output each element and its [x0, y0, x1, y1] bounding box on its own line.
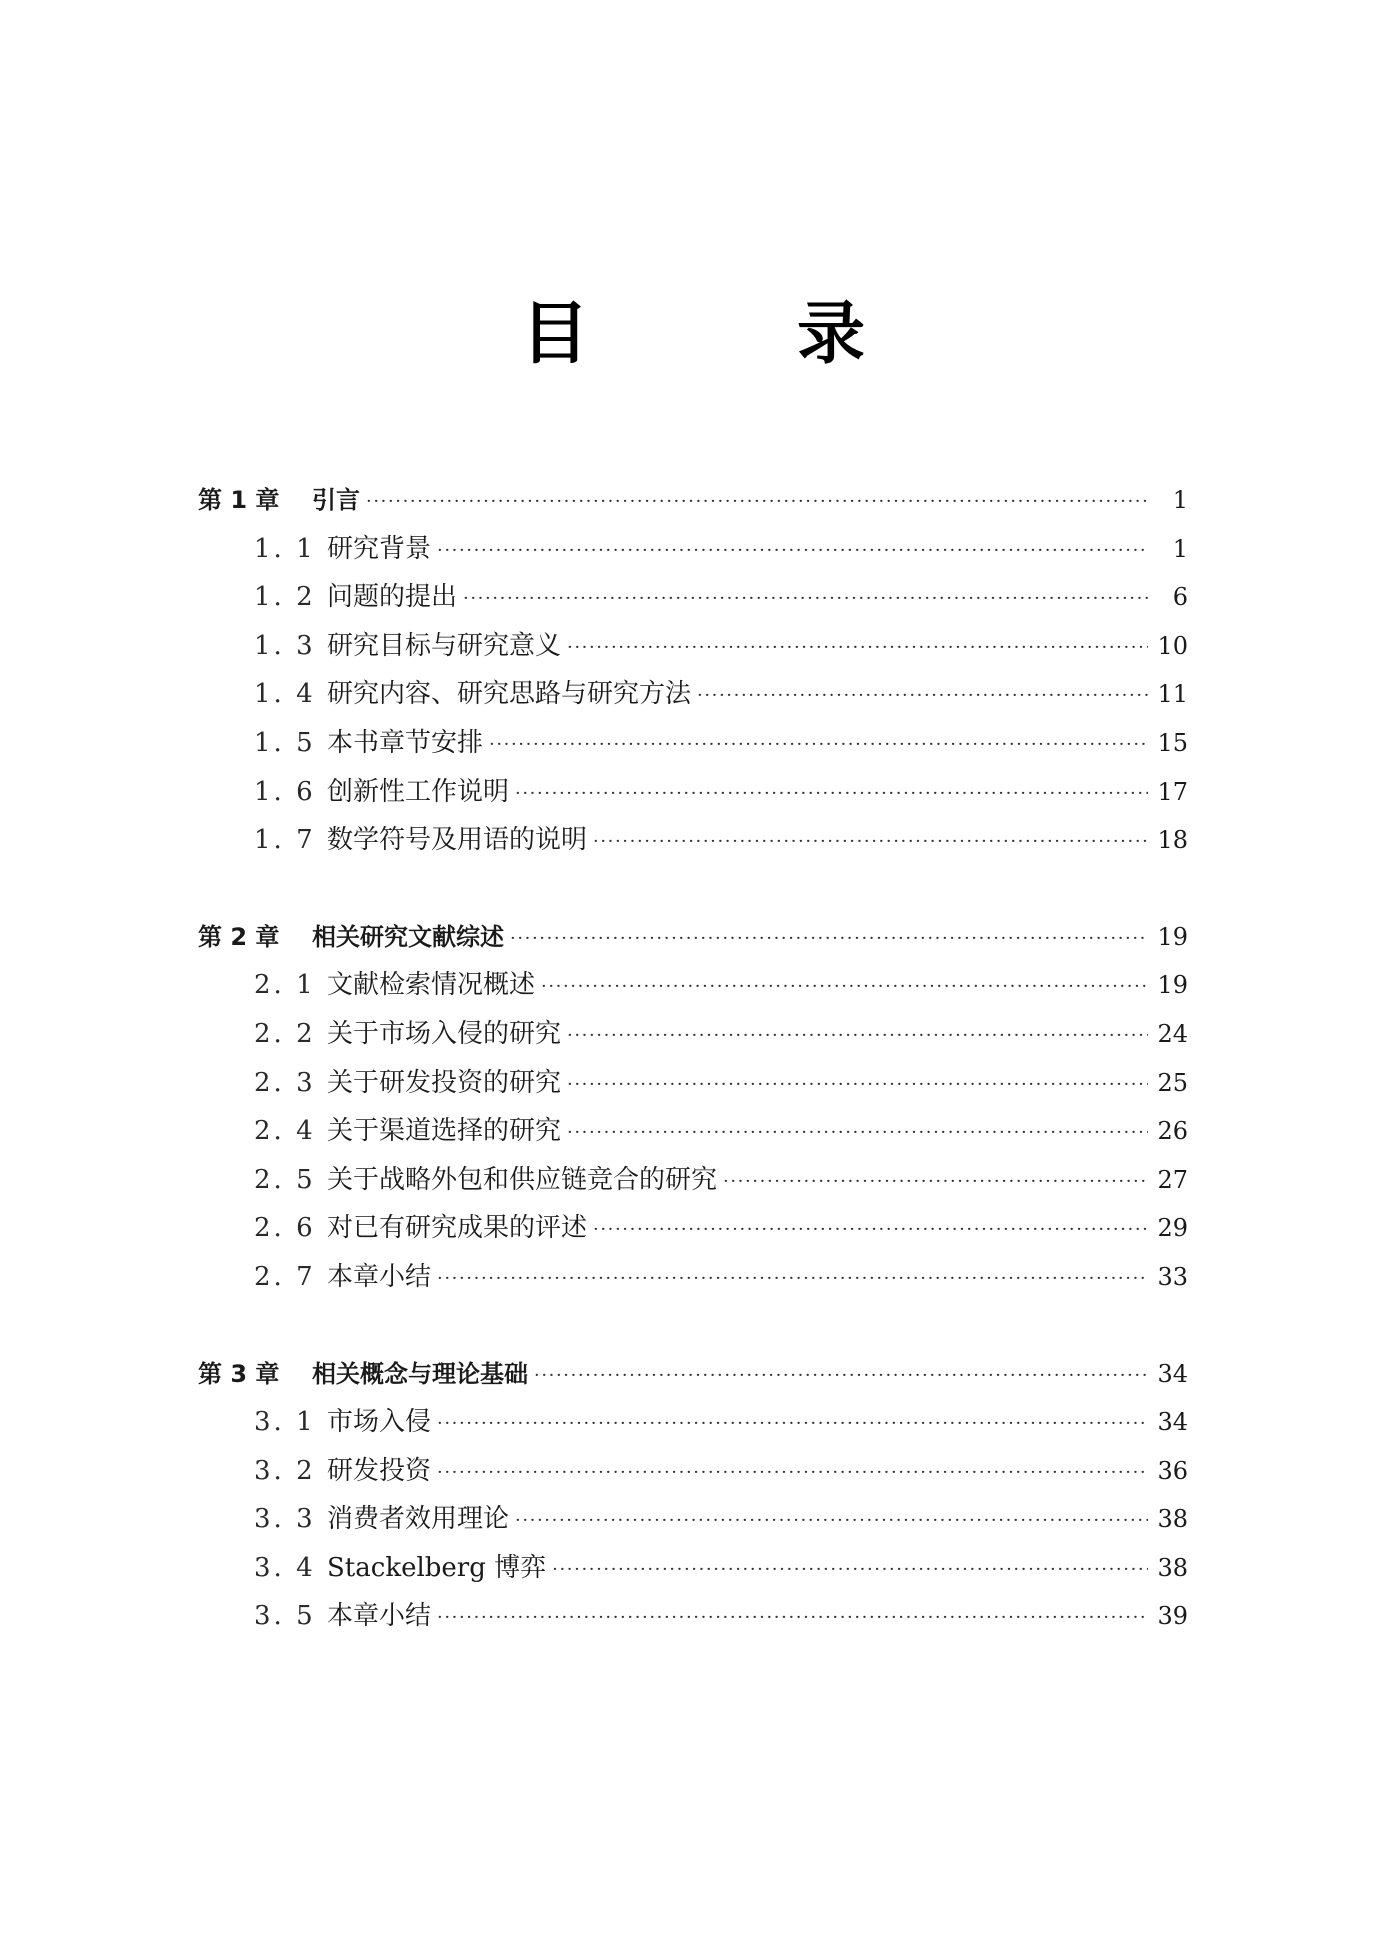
section-number: 2. 4: [254, 1116, 316, 1147]
chapter-title: 相关概念与理论基础: [312, 1359, 528, 1388]
toc-section[interactable]: [198, 1544, 1188, 1593]
section-number: 2. 7: [254, 1261, 316, 1292]
page-number: 34: [1157, 1408, 1188, 1437]
toc-section[interactable]: [198, 1156, 1188, 1205]
page-number: 27: [1157, 1165, 1188, 1194]
section-number: 3. 5: [254, 1601, 316, 1632]
page-number: 18: [1157, 826, 1188, 855]
section-title: 数学符号及用语的说明: [327, 825, 588, 856]
chapter-title: 相关研究文献综述: [312, 922, 504, 951]
page-number: 15: [1157, 728, 1188, 757]
page-number: 25: [1157, 1068, 1188, 1097]
toc-section[interactable]: [198, 719, 1188, 768]
section-number: 1. 4: [254, 679, 316, 710]
page-number: 6: [1172, 583, 1188, 612]
section-title: 研究内容、研究思路与研究方法: [327, 679, 692, 710]
toc-chapter-3[interactable]: [198, 1350, 1188, 1399]
dot-leader: [437, 1447, 1148, 1496]
section-number: 3. 3: [254, 1504, 316, 1535]
page-number: 33: [1157, 1262, 1188, 1291]
section-title: 本章小结: [327, 1601, 432, 1632]
page-number: 10: [1157, 631, 1188, 660]
section-title: 消费者效用理论: [327, 1504, 510, 1535]
dot-leader: [463, 573, 1148, 622]
toc-chapter-1[interactable]: [198, 476, 1188, 525]
chapter-block-3: [198, 1350, 1188, 1642]
dot-leader: [437, 1398, 1148, 1447]
section-number: 2. 1: [254, 970, 316, 1001]
section-number: 2. 5: [254, 1164, 316, 1195]
toc-section[interactable]: [198, 1592, 1188, 1641]
section-title: 本章小结: [327, 1261, 432, 1292]
chapter-number: 第 3 章: [198, 1359, 280, 1388]
dot-leader: [567, 1059, 1148, 1108]
section-number: 3. 4: [254, 1552, 316, 1583]
toc-section[interactable]: [198, 768, 1188, 817]
page-number: 11: [1157, 680, 1188, 709]
dot-leader: [723, 1156, 1148, 1205]
page-number: 19: [1157, 971, 1188, 1000]
toc-section[interactable]: [198, 1495, 1188, 1544]
section-title: Stackelberg 博弈: [327, 1552, 547, 1583]
dot-leader: [697, 670, 1148, 719]
chapter-block-1: [198, 476, 1188, 865]
dot-leader: [593, 816, 1148, 865]
section-title: 研发投资: [327, 1455, 432, 1486]
section-title: 研究目标与研究意义: [327, 630, 562, 661]
toc-section[interactable]: [198, 525, 1188, 574]
page-number: 19: [1157, 922, 1188, 951]
toc-section[interactable]: [198, 1107, 1188, 1156]
dot-leader: [366, 476, 1148, 525]
section-title: 问题的提出: [327, 582, 458, 613]
page-number: 24: [1157, 1019, 1188, 1048]
page-number: 34: [1157, 1359, 1188, 1388]
section-title: 文献检索情况概述: [327, 970, 536, 1001]
dot-leader: [567, 1010, 1148, 1059]
dot-leader: [567, 622, 1148, 671]
section-title: 市场入侵: [327, 1407, 432, 1438]
toc-section[interactable]: [198, 1204, 1188, 1253]
dot-leader: [437, 1592, 1148, 1641]
section-number: 3. 1: [254, 1407, 316, 1438]
page-number: 39: [1157, 1602, 1188, 1631]
section-number: 2. 2: [254, 1018, 316, 1049]
dot-leader: [515, 1495, 1148, 1544]
toc-section[interactable]: [198, 1447, 1188, 1496]
dot-leader: [541, 961, 1148, 1010]
toc-section[interactable]: [198, 1059, 1188, 1108]
page-number: 36: [1157, 1456, 1188, 1485]
section-number: 1. 2: [254, 582, 316, 613]
section-title: 研究背景: [327, 533, 432, 564]
toc-section[interactable]: [198, 1398, 1188, 1447]
section-title: 关于渠道选择的研究: [327, 1116, 562, 1147]
toc-chapter-2[interactable]: [198, 913, 1188, 962]
section-number: 2. 3: [254, 1067, 316, 1098]
section-number: 1. 5: [254, 727, 316, 758]
page-number: 38: [1157, 1553, 1188, 1582]
dot-leader: [567, 1107, 1148, 1156]
section-number: 3. 2: [254, 1455, 316, 1486]
table-of-contents: [198, 476, 1188, 1689]
toc-section[interactable]: [198, 622, 1188, 671]
page-number: 1: [1172, 486, 1188, 514]
chapter-title: 引言: [312, 486, 360, 514]
page-number: 1: [1172, 534, 1188, 563]
dot-leader: [515, 768, 1148, 817]
dot-leader: [437, 525, 1148, 574]
section-number: 1. 7: [254, 825, 316, 856]
toc-section[interactable]: [198, 816, 1188, 865]
dot-leader: [489, 719, 1148, 768]
section-title: 关于战略外包和供应链竞合的研究: [327, 1164, 718, 1195]
dot-leader: [534, 1350, 1148, 1399]
section-title: 本书章节安排: [327, 727, 484, 758]
section-title: 关于市场入侵的研究: [327, 1018, 562, 1049]
dot-leader: [437, 1253, 1148, 1302]
toc-section[interactable]: [198, 1253, 1188, 1302]
page-number: 29: [1157, 1214, 1188, 1243]
section-number: 1. 1: [254, 533, 316, 564]
toc-section[interactable]: [198, 1010, 1188, 1059]
page-title: 目 录: [520, 295, 935, 374]
section-title: 对已有研究成果的评述: [327, 1213, 588, 1244]
page-number: 38: [1157, 1505, 1188, 1534]
chapter-number: 第 1 章: [198, 486, 280, 514]
toc-section[interactable]: [198, 961, 1188, 1010]
page-number: 26: [1157, 1117, 1188, 1146]
section-number: 1. 3: [254, 630, 316, 661]
page-number: 17: [1157, 777, 1188, 806]
section-title: 关于研发投资的研究: [327, 1067, 562, 1098]
toc-section[interactable]: [198, 670, 1188, 719]
dot-leader: [510, 913, 1148, 962]
dot-leader: [593, 1204, 1148, 1253]
section-title: 创新性工作说明: [327, 776, 510, 807]
section-number: 2. 6: [254, 1213, 316, 1244]
chapter-number: 第 2 章: [198, 922, 280, 951]
section-number: 1. 6: [254, 776, 316, 807]
dot-leader: [552, 1544, 1148, 1593]
toc-section[interactable]: [198, 573, 1188, 622]
chapter-block-2: [198, 913, 1188, 1302]
